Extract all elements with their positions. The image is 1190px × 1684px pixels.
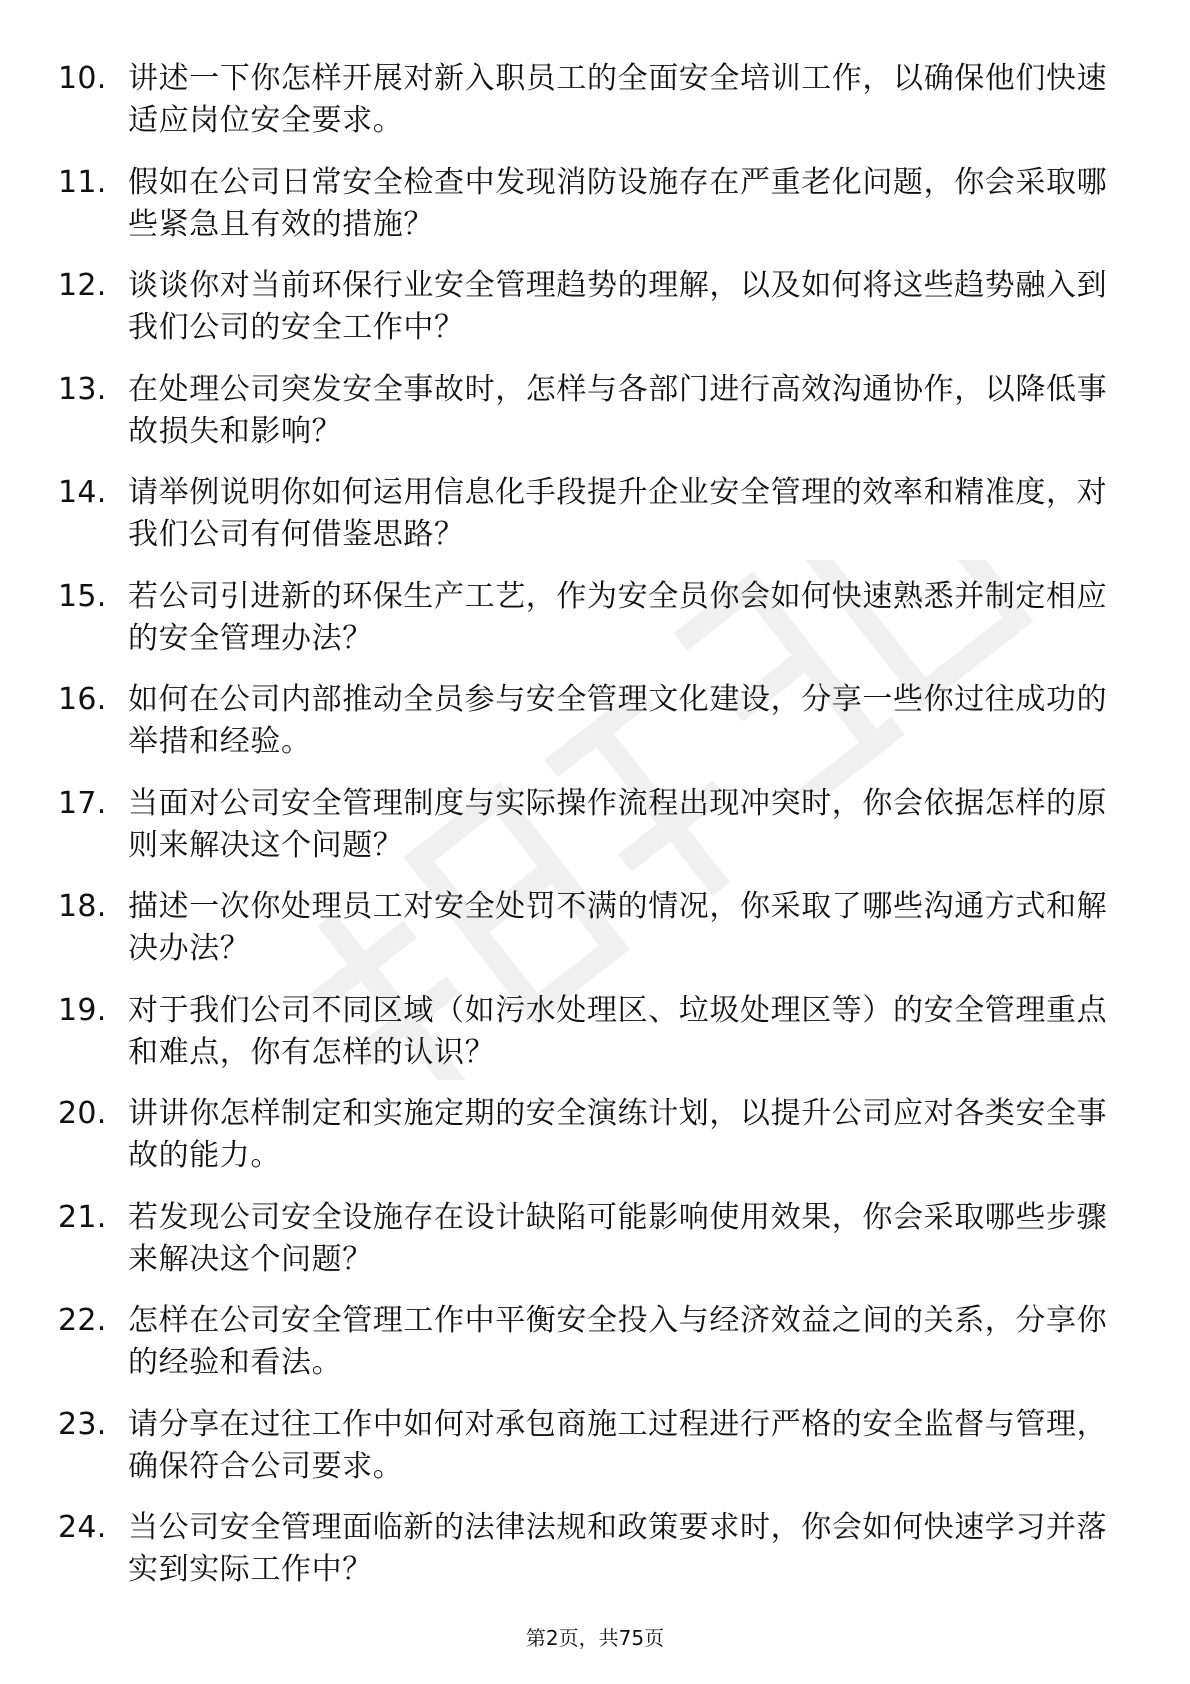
question-number: 19. [58,992,107,1028]
question-number: 23. [58,1406,107,1442]
question-number: 15. [58,578,107,614]
question-item [58,363,1118,467]
question-text: 请分享在过往工作中如何对承包商施工过程进行严格的安全监督与管理，确保符合公司要求。 [128,1406,1108,1484]
question-text: 讲述一下你怎样开展对新入职员工的全面安全培训工作，以确保他们快速适应岗位安全要求。 [128,61,1108,138]
question-number: 20. [58,1096,107,1131]
question-text: 当公司安全管理面临新的法律法规和政策要求时，你会如何快速学习并落实到实际工作中？ [128,1510,1108,1587]
question-number: 18. [58,889,107,924]
question-text: 描述一次你处理员工对安全处罚不满的情况，你采取了哪些沟通方式和解决办法？ [128,889,1108,966]
question-item [58,880,1118,984]
question-number: 10. [58,61,107,96]
question-text: 假如在公司日常安全检查中发现消防设施存在严重老化问题，你会采取哪些紧急且有效的措施？ [128,164,1108,242]
question-item [58,673,1118,777]
question-number: 14. [58,475,107,510]
question-text: 怎样在公司安全管理工作中平衡安全投入与经济效益之间的关系，分享你的经验和看法。 [128,1303,1108,1380]
question-item [58,1398,1118,1502]
question-number: 17. [58,785,107,821]
question-text: 若公司引进新的环保生产工艺，作为安全员你会如何快速熟悉并制定相应的安全管理办法？ [128,578,1108,656]
question-item [58,1294,1118,1398]
question-number: 21. [58,1199,107,1235]
question-number: 11. [58,164,107,200]
question-text: 讲讲你怎样制定和实施定期的安全演练计划，以提升公司应对各类安全事故的能力。 [128,1096,1108,1173]
page-footer: 第2页，共75页 [525,1626,665,1650]
question-text: 当面对公司安全管理制度与实际操作流程出现冲突时，你会依据怎样的原则来解决这个问题？ [128,785,1108,863]
question-number: 12. [58,268,107,303]
question-item [58,984,1118,1088]
question-item [58,156,1118,260]
question-text: 对于我们公司不同区域（如污水处理区、垃圾处理区等）的安全管理重点和难点，你有怎样的认识？ [128,992,1108,1070]
question-list [58,52,1118,1605]
question-number: 16. [58,682,107,717]
question-number: 22. [58,1303,107,1338]
question-text: 在处理公司突发安全事故时，怎样与各部门进行高效沟通协作，以降低事故损失和影响？ [128,371,1108,449]
question-item [58,1087,1118,1191]
question-number: 13. [58,371,107,407]
question-item [58,259,1118,363]
question-text: 如何在公司内部推动全员参与安全管理文化建设，分享一些你过往成功的举措和经验。 [128,682,1108,759]
question-item [58,1501,1118,1605]
question-item [58,1191,1118,1295]
question-item [58,466,1118,570]
question-number: 24. [58,1510,107,1545]
question-item [58,777,1118,881]
question-item [58,570,1118,674]
question-text: 谈谈你对当前环保行业安全管理趋势的理解，以及如何将这些趋势融入到我们公司的安全工作中？ [128,268,1108,345]
question-item [58,52,1118,156]
question-text: 请举例说明你如何运用信息化手段提升企业安全管理的效率和精准度，对我们公司有何借鉴思路？ [128,475,1108,552]
question-text: 若发现公司安全设施存在设计缺陷可能影响使用效果，你会采取哪些步骤来解决这个问题？ [128,1199,1108,1277]
